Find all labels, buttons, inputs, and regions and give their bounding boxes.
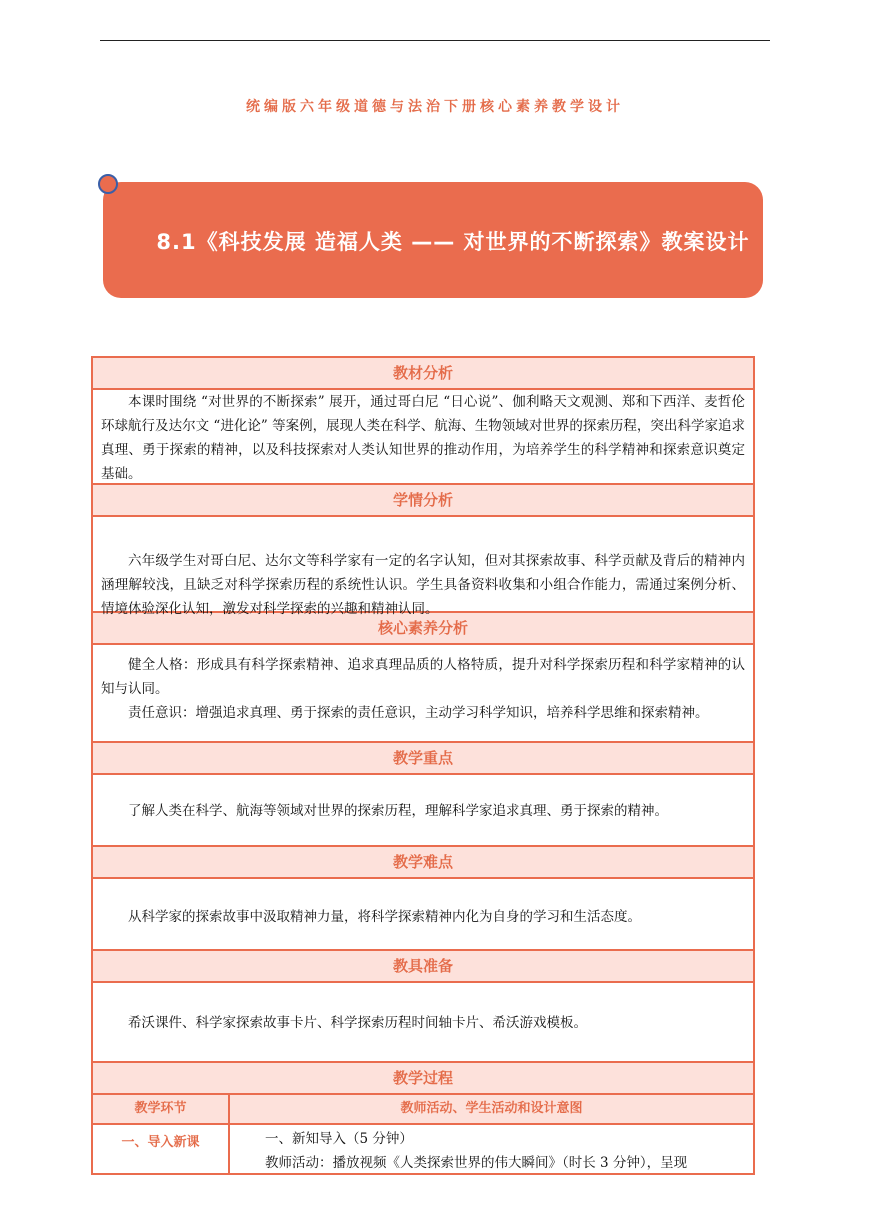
section-body-key-points bbox=[93, 775, 753, 847]
paragraph: 六年级学生对哥白尼、达尔文等科学家有一定的名字认知，但对其探索故事、科学贡献及背后的精神内涵理解较浅，且缺乏对科学探索历程的系统性认识。学生具备资料收集和小组合作能力，需通过案例分析、情境体验深化认知，激发对科学探索的兴趣和精神认同。 bbox=[101, 553, 745, 617]
stage-content bbox=[230, 1125, 753, 1173]
section-heading-process: 教学过程 bbox=[93, 1063, 753, 1095]
lesson-plan-table bbox=[91, 356, 755, 1175]
title-banner bbox=[103, 182, 763, 298]
section-body-materials bbox=[93, 390, 753, 485]
stage-line: 一、新知导入（5 分钟） bbox=[265, 1131, 413, 1147]
paragraph: 从科学家的探索故事中汲取精神力量，将科学探索精神内化为自身的学习和生活态度。 bbox=[128, 909, 641, 925]
section-body-students bbox=[93, 517, 753, 617]
paragraph: 希沃课件、科学家探索故事卡片、科学探索历程时间轴卡片、希沃游戏模板。 bbox=[128, 1015, 587, 1031]
top-rule bbox=[100, 40, 770, 41]
paragraph: 了解人类在科学、航海等领域对世界的探索历程，理解科学家追求真理、勇于探索的精神。 bbox=[128, 803, 668, 819]
section-heading-difficulties: 教学难点 bbox=[93, 847, 753, 879]
column-header-stage: 教学环节 bbox=[93, 1095, 230, 1123]
paragraph: 健全人格：形成具有科学探索精神、追求真理品质的人格特质，提升对科学探索历程和科学家精神的认知与认同。 bbox=[101, 657, 745, 697]
section-heading-students: 学情分析 bbox=[93, 485, 753, 517]
section-heading-teaching-aids: 教具准备 bbox=[93, 951, 753, 983]
process-header-row bbox=[93, 1095, 753, 1125]
section-heading-key-points: 教学重点 bbox=[93, 743, 753, 775]
section-heading-materials: 教材分析 bbox=[93, 358, 753, 390]
section-body-difficulties bbox=[93, 879, 753, 951]
column-header-activities: 教师活动、学生活动和设计意图 bbox=[230, 1095, 753, 1123]
stage-line: 教师活动：播放视频《人类探索世界的伟大瞬间》（时长 3 分钟），呈现 bbox=[265, 1155, 688, 1171]
banner-dot-decoration bbox=[98, 174, 118, 194]
section-body-core-literacy bbox=[93, 645, 753, 743]
running-header: 统编版六年级道德与法治下册核心素养教学设计 bbox=[246, 99, 624, 115]
section-body-teaching-aids bbox=[93, 983, 753, 1063]
section-heading-core-literacy: 核心素养分析 bbox=[93, 613, 753, 645]
stage-label: 一、导入新课 bbox=[93, 1125, 230, 1173]
process-row bbox=[93, 1125, 753, 1173]
paragraph: 本课时围绕 “对世界的不断探索” 展开，通过哥白尼 “日心说”、伽利略天文观测、郑和下西洋、麦哲伦环球航行及达尔文 “进化论” 等案例，展现人类在科学、航海、生物领域对世界的探索历程，突出科学家追求真理、勇于探索的精神，以及科技探索对人类认知世界的推动作用，为培养学生的科学精神和探索意识奠定基础。 bbox=[101, 394, 745, 482]
paragraph: 责任意识：增强追求真理、勇于探索的责任意识，主动学习科学知识，培养科学思维和探索精神。 bbox=[128, 705, 709, 721]
lesson-title: 8.1《科技发展 造福人类 —— 对世界的不断探索》教案设计 bbox=[156, 230, 750, 254]
